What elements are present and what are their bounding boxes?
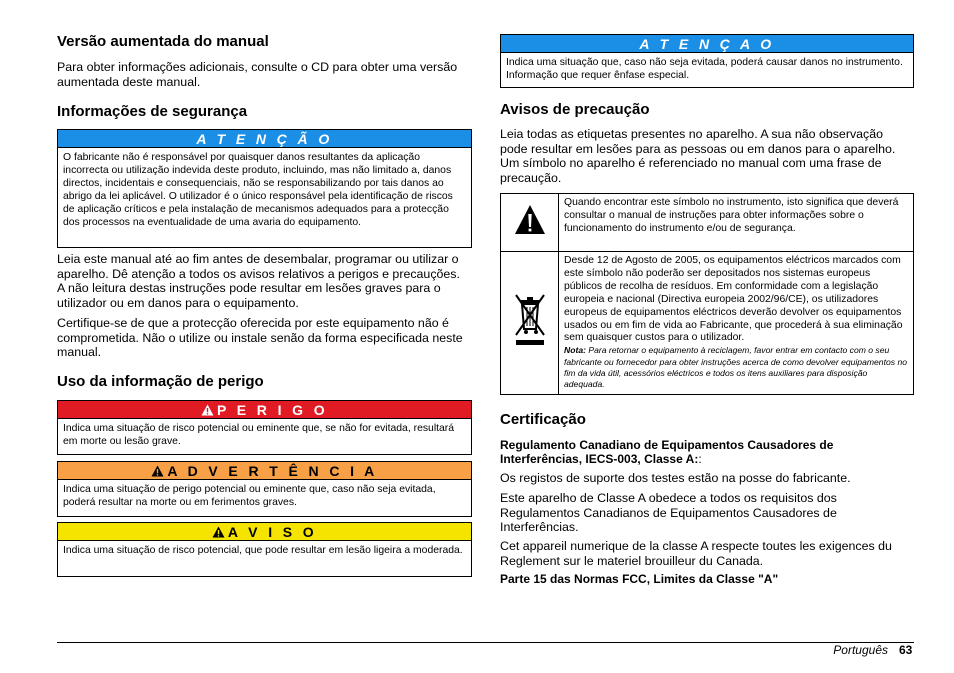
atencao2-text: Indica uma situação que, caso não seja evitada, poderá causar danos no instrumento. Informação que requer ênfase especial. bbox=[506, 57, 903, 81]
aviso-title: A V I S O bbox=[227, 523, 318, 540]
perigo-title: P E R I G O bbox=[216, 401, 329, 418]
heading-certificacao: Certificação bbox=[500, 411, 586, 428]
aviso-text: Indica uma situação de risco potencial, que pode resultar em lesão ligeira a moderada. bbox=[63, 545, 463, 556]
paragraph-versao: Para obter informações adicionais, consulte o CD para obter uma versão aumentada deste manual. bbox=[57, 60, 458, 89]
symbol-cell bbox=[501, 252, 559, 395]
paragraph-avisos: Leia todas as etiquetas presentes no aparelho. A sua não observação pode resultar em lesões para as pessoas ou em danos para o aparelho. Um símbolo no aparelho é referenciado no manual com uma frase de precaução. bbox=[500, 127, 896, 185]
atencao2-box bbox=[500, 34, 914, 88]
weee-paragraph: Desde 12 de Agosto de 2005, os equipamentos eléctricos marcados com este símbolo não poderão ser depositados nos sistemas europeus públicos de recolha de resíduos. Em conformidade com a legislação europeia e nacional (Directiva europeia 2002/96/CE), os utilizadores europeus de equipamentos eléctricos deverão devolver os equipamentos usados ou em fim de vida ao Fabricante, que procederá à sua eliminação sem quaisquer custos para o utilizador. bbox=[564, 255, 903, 344]
aviso-bar bbox=[58, 523, 471, 541]
heading-versao: Versão aumentada do manual bbox=[57, 33, 269, 50]
note-text: Para retornar o equipamento à reciclagem, favor entrar em contacto com o seu fabricante ou fornecedor para obter instruções acerca de como devolver equipamentos no fim da vida útil, acessórios eléctricos e todos os itens auxiliares para disposição adequada. bbox=[564, 345, 907, 390]
symbols-table bbox=[500, 193, 914, 395]
warning-triangle-icon bbox=[201, 404, 214, 416]
paragraph-fr: Cet appareil numerique de la classe A respecte toutes les exigences du Reglement sur le materiel brouilleur du Canada. bbox=[500, 539, 892, 568]
heading-seguranca: Informações de segurança bbox=[57, 103, 248, 120]
advertencia-bar bbox=[58, 462, 471, 480]
perigo-text: Indica uma situação de risco potencial ou eminente que, se não for evitada, resultará em morte ou lesão grave. bbox=[63, 423, 455, 447]
perigo-box bbox=[57, 400, 472, 455]
weee-note bbox=[564, 345, 908, 390]
symbol-weee-text bbox=[559, 252, 914, 395]
advertencia-text: Indica uma situação de perigo potencial ou eminente que, caso não seja evitada, poderá resultar na morte ou em ferimentos graves. bbox=[63, 484, 436, 508]
paragraph-certifique: Certifique-se de que a protecção oferecida por este equipamento não é comprometida. Não o utilize ou instale senão da forma especificada neste manual. bbox=[57, 316, 463, 360]
symbol-row-manual bbox=[501, 194, 914, 252]
perigo-bar bbox=[58, 401, 471, 419]
aviso-box bbox=[57, 522, 472, 577]
atencao-box bbox=[57, 129, 472, 248]
cert-regulation-colon: : bbox=[698, 452, 702, 467]
paragraph-registos: Os registos de suporte dos testes estão na posse do fabricante. bbox=[500, 471, 851, 485]
atencao2-bar: A T E N Ç A O bbox=[501, 35, 913, 53]
note-label: Nota: bbox=[564, 345, 586, 356]
parte15-heading: Parte 15 das Normas FCC, Limites da Classe "A" bbox=[500, 572, 779, 586]
atencao-bar: A T E N Ç Ã O bbox=[58, 130, 471, 148]
cert-regulation bbox=[500, 438, 914, 467]
symbol-manual-text: Quando encontrar este símbolo no instrumento, isto significa que deverá consultar o manual de instruções para obter informações sobre o funcionamento do instrumento e/ou de segurança. bbox=[559, 194, 914, 252]
caution-symbol-icon bbox=[513, 203, 547, 237]
heading-avisos: Avisos de precaução bbox=[500, 101, 650, 118]
advertencia-title: A D V E R T Ê N C I A bbox=[167, 462, 378, 479]
paragraph-leia: Leia este manual até ao fim antes de desembalar, programar ou utilizar o aparelho. Dê atenção a todos os avisos relativos a perigos e precauções. A não leitura destas instruções pode resultar em lesões graves para o utilizador ou em danos para o equipamento. bbox=[57, 252, 460, 310]
cert-regulation-bold: Regulamento Canadiano de Equipamentos Causadores de Interferências, IECS-003, Classe A: bbox=[500, 438, 834, 467]
symbol-row-weee bbox=[501, 252, 914, 395]
atencao-text: O fabricante não é responsável por quaisquer danos resultantes da aplicação incorrecta ou utilização indevida deste produto, incluindo, mas não limitado a, danos directos, incidentais e consequenciais, não se responsabilizando por tais danos ao abrigo da lei aplicável. O utilizador é o único responsável pela identificação de riscos de aplicação críticos e pela instalação de mecanismos adequados para a protecção dos processos na eventualidade de uma avaria do equipamento. bbox=[63, 152, 453, 228]
footer-language: Português bbox=[833, 643, 888, 657]
crossed-bin-icon bbox=[512, 289, 548, 351]
advertencia-box bbox=[57, 461, 472, 517]
footer-rule bbox=[57, 642, 914, 643]
heading-uso: Uso da informação de perigo bbox=[57, 373, 264, 390]
warning-triangle-icon bbox=[151, 465, 164, 477]
footer-page-number: 63 bbox=[899, 643, 913, 657]
warning-triangle-icon bbox=[212, 526, 225, 538]
symbol-cell bbox=[501, 194, 559, 252]
paragraph-classe: Este aparelho de Classe A obedece a todos os requisitos dos Regulamentos Canadianos de Equipamentos Causadores de Interferências. bbox=[500, 491, 837, 535]
